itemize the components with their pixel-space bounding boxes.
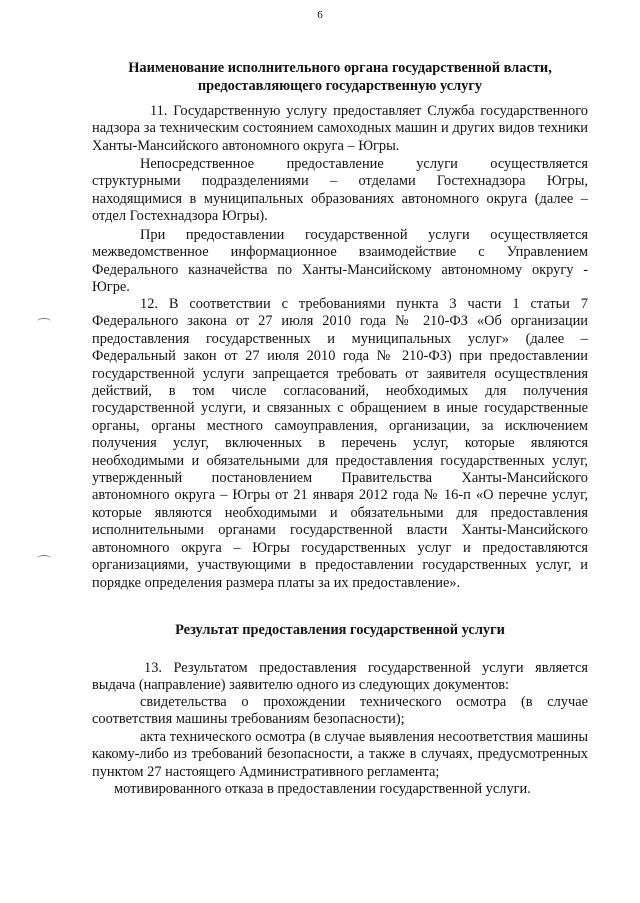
paragraph-11-interaction: При предоставлении государственной услуги осуществляется межведомственное информационное взаимодействие с Управлением Федерального казначейства по Ханты-Мансийскому автономному округу - Югре.: [92, 227, 588, 296]
paragraph-11-direct-provision: Непосредственное предоставление услуги осуществляется структурными подразделениями – отделами Гостехнадзора Югры, находящимися в муниципальных образованиях автономного округа (далее – отдел Гостехнадзора Югры).: [92, 156, 588, 225]
paragraph-13: 13. Результатом предоставления государственной услуги является выдача (направление) заявителю одного из следующих документов:: [92, 660, 588, 694]
result-item-refusal: мотивированного отказа в предоставлении государственной услуги.: [114, 781, 531, 797]
heading-line-1: Наименование исполнительного органа государственной власти,: [128, 60, 552, 76]
section-heading-executive-body: [92, 59, 588, 95]
paragraph-12: 12. В соответствии с требованиями пункта 3 части 1 статьи 7 Федерального закона от 27 июля 2010 года № 210-ФЗ «Об организации предоставления государственных и муниципальных услуг» (далее – Федеральный закон от 27 июля 2010 года № 210-ФЗ) при предоставлении государственной услуги запрещается требовать от заявителя осуществления действий, в том числе согласований, необходимых для получения государственной услуги, и связанных с обращением в иные государственные органы, органы местного самоуправления, организации, за исключением получения услуг, включенных в перечень услуг, которые являются необходимыми и обязательными для предоставления государственных услуг, утвержденный постановлением Правительства Ханты-Мансийского автономного округа – Югры от 21 января 2012 года № 16-п «О перечне услуг, которые являются необходимыми и обязательными для предоставления исполнительными органами государственной власти Ханты-Мансийского автономного округа – Югры государственных услуг и предоставляются организациями, участвующими в предоставлении государственных услуг, и порядке определения размера платы за их предоставление».: [92, 296, 588, 591]
margin-hole-mark: [37, 555, 51, 562]
page-number: 6: [317, 9, 323, 21]
result-item-certificate: свидетельства о прохождении технического осмотра (в случае соответствия машины требованиям безопасности);: [92, 694, 588, 728]
margin-hole-mark: [37, 318, 51, 325]
result-item-inspection-act: акта технического осмотра (в случае выявления несоответствия машины какому-либо из требований безопасности, а также в случаях, предусмотренных пунктом 27 настоящего Административного регламента;: [92, 729, 588, 780]
paragraph-11: 11. Государственную услугу предоставляет Служба государственного надзора за техническим состоянием самоходных машин и других видов техники Ханты-Мансийского автономного округа – Югры.: [92, 103, 588, 154]
section-heading-result: Результат предоставления государственной услуги: [175, 622, 505, 638]
heading-line-2: предоставляющего государственную услугу: [197, 78, 483, 94]
